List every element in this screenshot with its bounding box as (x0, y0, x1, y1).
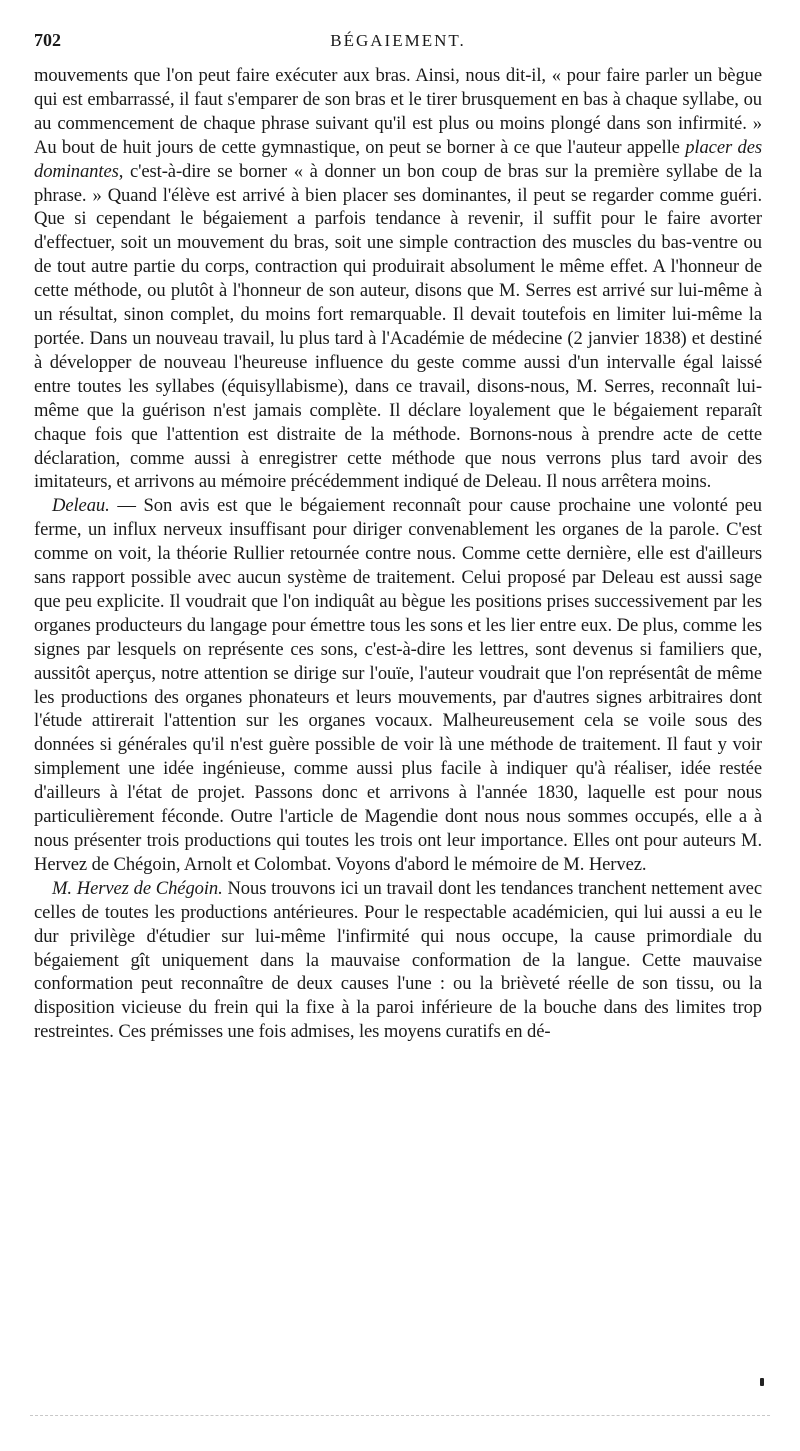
text-run: , c'est-à-dire se borner « à donner un bon coup de bras sur la première syllabe de la phrase. » Quand l'élève est arrivé à bien placer ses dominantes, il peut se regarder comme guéri. Que si cependant le bégaiement a parfois tendance à revenir, il suffit pour le faire avorter d'effectuer, soit un mouvement du bras, soit une simple contraction des muscles du bas-ventre ou de tout autre partie du corps, contraction qui produirait absolument le même effet. A l'honneur de cette méthode, ou plutôt à l'honneur de son auteur, disons que M. Serres est arrivé sur lui-même à un résultat, sinon complet, du moins fort remarquable. Il devait toutefois en limiter lui-même la portée. Dans un nouveau travail, lu plus tard à l'Académie de médecine (2 janvier 1838) et destiné à développer de nouveau l'heureuse influence du geste comme aussi d'un intervalle égal laissé entre toutes les syllabes (équisyllabisme), dans ce travail, disons-nous, M. Serres, reconnaît lui-même que la guérison n'est jamais complète. Il déclare loyalement que le bégaiement reparaît chaque fois que l'attention est distraite de la méthode. Bornons-nous à prendre acte de cette déclaration, comme aussi à enregistrer cette méthode que nous verrons plus tard avoir des imitateurs, et arrivons au mémoire précédemment indiqué de Deleau. Il nous arrêtera moins. (34, 160, 762, 493)
body-text (34, 64, 762, 1044)
scan-edge-line (30, 1415, 770, 1416)
italic-term: placer des dominantes (34, 136, 762, 182)
page-number: 702 (34, 30, 61, 50)
paragraph-3 (34, 877, 762, 1044)
ink-mark (760, 1378, 764, 1386)
section-rubric-hervez: M. Hervez de Chégoin. (52, 877, 223, 899)
text-run: mouvements que l'on peut faire exécuter aux bras. Ainsi, nous dit-il, « pour faire parler un bègue qui est embarrassé, il faut s'emparer de son bras et le tirer brusquement en bas à chaque syllabe, ou au commencement de chaque phrase suivant qu'il est plus ou moins plongé dans son infirmité. » Au bout de huit jours de cette gymnastique, on peut se borner à ce que l'auteur appelle (34, 65, 762, 158)
paragraph-2 (34, 494, 762, 877)
text-run: Nous trouvons ici un travail dont les tendances tranchent nettement avec celles de toutes les productions antérieures. Pour le respectable académicien, qui lui aussi a eu le dur privilège d'étudier sur lui-même l'infirmité qui nous occupe, la cause primordiale du bégaiement gît uniquement dans la mauvaise conformation de la langue. Cette mauvaise conformation peut reconnaître de deux causes l'une : ou la brièveté réelle de son tissu, ou la disposition vicieuse du frein qui la fixe à la paroi inférieure de la bouche dans des limites trop restreintes. Ces prémisses une fois admises, les moyens curatifs en dé- (34, 877, 762, 1043)
section-rubric-deleau: Deleau. (52, 495, 110, 517)
running-head (34, 30, 762, 60)
running-title: BÉGAIEMENT. (330, 31, 466, 50)
paragraph-1 (34, 64, 762, 494)
text-run: — Son avis est que le bégaiement reconnaît pour cause prochaine une volonté peu ferme, un influx nerveux insuffisant pour diriger convenablement les organes de la parole. C'est comme on voit, la théorie Rullier retournée contre nous. Comme cette dernière, elle est d'ailleurs sans rapport possible avec aucun système de traitement. Celui proposé par Deleau est aussi sage que peu explicite. Il voudrait que l'on indiquât au bègue les positions prises successivement par les organes producteurs du langage pour émettre tous les sons et les lier entre eux. De plus, comme les signes par lesquels on représente ces sons, c'est-à-dire les lettres, sont devenus si familiers que, aussitôt aperçus, notre attention se dirige sur l'ouïe, l'auteur voudrait que l'on représentât de même les productions des organes phonateurs et leurs mouvements, par d'autres signes arbitraires dont l'étude attirerait l'attention sur les organes vocaux. Malheureusement cela se voile sous des données si générales qu'il n'est guère possible de voir là une méthode de traitement. Il faut y voir simplement une idée ingénieuse, comme aussi plus facile à indiquer qu'à réaliser, idée restée d'ailleurs à l'état de projet. Passons donc et arrivons à l'année 1830, laquelle est pour nous particulièrement féconde. Outre l'article de Magendie dont nous nous sommes occupés, elle a à nous présenter trois productions qui toutes les trois ont leur importance. Elles ont pour auteurs M. Hervez de Chégoin, Arnolt et Colombat. Voyons d'abord le mémoire de M. Hervez. (34, 495, 762, 875)
